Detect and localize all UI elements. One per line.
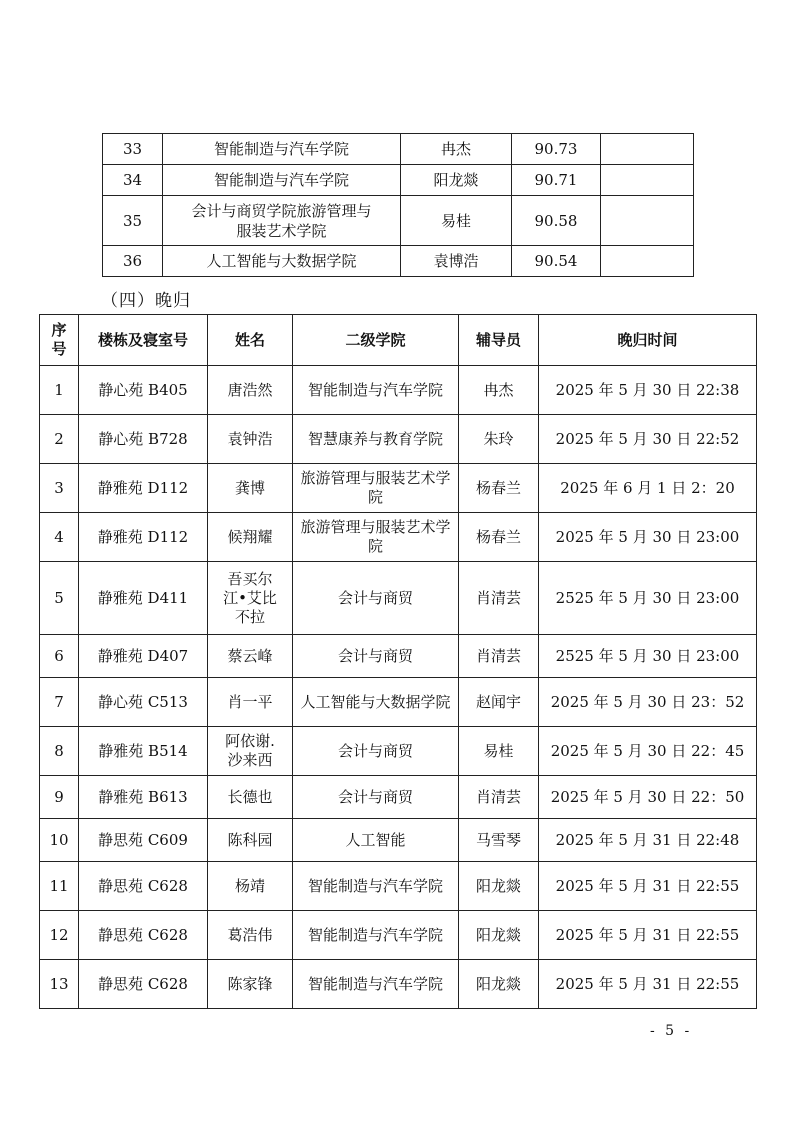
college-cell: 智能制造与汽车学院 xyxy=(163,165,401,196)
late-time-cell: 2025 年 5 月 30 日 22:38 xyxy=(539,366,757,415)
row-number: 9 xyxy=(40,776,79,819)
table-row xyxy=(40,960,757,1009)
late-time-cell: 2025 年 5 月 31 日 22:55 xyxy=(539,960,757,1009)
dorm-cell: 静雅苑 D112 xyxy=(79,513,208,562)
row-number: 11 xyxy=(40,862,79,911)
table-row xyxy=(40,513,757,562)
college-text: 会计与商贸学院旅游管理与服装艺术学院 xyxy=(191,201,372,240)
header-number: 序号 xyxy=(40,315,79,366)
table-row xyxy=(40,678,757,727)
row-number: 13 xyxy=(40,960,79,1009)
header-college: 二级学院 xyxy=(293,315,459,366)
name-cell: 候翔耀 xyxy=(208,513,293,562)
name-cell: 唐浩然 xyxy=(208,366,293,415)
score-cell: 90.71 xyxy=(512,165,601,196)
late-time-cell: 2025 年 5 月 30 日 23:00 xyxy=(539,513,757,562)
dorm-cell: 静雅苑 B613 xyxy=(79,776,208,819)
table-header-row xyxy=(40,315,757,366)
dorm-cell: 静思苑 C609 xyxy=(79,819,208,862)
table-row xyxy=(103,246,694,277)
college-cell xyxy=(163,196,401,246)
counselor-cell: 易桂 xyxy=(459,727,539,776)
dorm-cell: 静思苑 C628 xyxy=(79,911,208,960)
section-heading: （四）晚归 xyxy=(101,291,191,311)
counselor-cell: 朱玲 xyxy=(459,415,539,464)
counselor-cell: 赵闻宇 xyxy=(459,678,539,727)
college-cell: 智慧康养与教育学院 xyxy=(293,415,459,464)
name-cell: 葛浩伟 xyxy=(208,911,293,960)
table-row xyxy=(40,819,757,862)
row-number: 33 xyxy=(103,134,163,165)
table-row xyxy=(40,635,757,678)
dorm-cell: 静雅苑 D112 xyxy=(79,464,208,513)
table-row xyxy=(40,415,757,464)
late-return-table xyxy=(39,314,757,1009)
row-number: 36 xyxy=(103,246,163,277)
college-cell: 会计与商贸 xyxy=(293,727,459,776)
table-row xyxy=(40,862,757,911)
counselor-cell: 阳龙燚 xyxy=(459,862,539,911)
name-cell: 袁钟浩 xyxy=(208,415,293,464)
college-cell: 会计与商贸 xyxy=(293,562,459,635)
late-time-cell: 2025 年 5 月 30 日 23：52 xyxy=(539,678,757,727)
name-cell: 陈家锋 xyxy=(208,960,293,1009)
header-time: 晚归时间 xyxy=(539,315,757,366)
table-row xyxy=(40,727,757,776)
late-time-cell: 2025 年 5 月 30 日 22：45 xyxy=(539,727,757,776)
ranking-table xyxy=(102,133,694,277)
college-cell: 人工智能与大数据学院 xyxy=(163,246,401,277)
note-cell xyxy=(601,196,694,246)
table-row xyxy=(103,134,694,165)
late-time-cell: 2025 年 5 月 31 日 22:48 xyxy=(539,819,757,862)
dorm-cell: 静心苑 B728 xyxy=(79,415,208,464)
score-cell: 90.58 xyxy=(512,196,601,246)
name-cell: 冉杰 xyxy=(401,134,512,165)
name-cell: 易桂 xyxy=(401,196,512,246)
counselor-cell: 肖清芸 xyxy=(459,776,539,819)
row-number: 4 xyxy=(40,513,79,562)
name-cell: 吾买尔江•艾比不拉 xyxy=(208,562,293,635)
late-time-cell: 2525 年 5 月 30 日 23:00 xyxy=(539,635,757,678)
counselor-cell: 阳龙燚 xyxy=(459,960,539,1009)
college-cell: 智能制造与汽车学院 xyxy=(293,960,459,1009)
late-time-cell: 2025 年 6 月 1 日 2：20 xyxy=(539,464,757,513)
table-row xyxy=(103,196,694,246)
counselor-cell: 阳龙燚 xyxy=(459,911,539,960)
page-number: - 5 - xyxy=(650,1023,693,1039)
college-cell: 旅游管理与服装艺术学院 xyxy=(293,513,459,562)
counselor-cell: 肖清芸 xyxy=(459,562,539,635)
dorm-cell: 静雅苑 D411 xyxy=(79,562,208,635)
table-row xyxy=(40,366,757,415)
dorm-cell: 静心苑 C513 xyxy=(79,678,208,727)
name-cell: 蔡云峰 xyxy=(208,635,293,678)
score-cell: 90.54 xyxy=(512,246,601,277)
college-cell: 智能制造与汽车学院 xyxy=(163,134,401,165)
counselor-cell: 杨春兰 xyxy=(459,513,539,562)
header-counselor: 辅导员 xyxy=(459,315,539,366)
college-cell: 旅游管理与服装艺术学院 xyxy=(293,464,459,513)
college-cell: 智能制造与汽车学院 xyxy=(293,911,459,960)
row-number: 34 xyxy=(103,165,163,196)
late-time-cell: 2025 年 5 月 30 日 22：50 xyxy=(539,776,757,819)
college-cell: 会计与商贸 xyxy=(293,776,459,819)
row-number: 12 xyxy=(40,911,79,960)
counselor-cell: 冉杰 xyxy=(459,366,539,415)
note-cell xyxy=(601,134,694,165)
row-number: 8 xyxy=(40,727,79,776)
dorm-cell: 静心苑 B405 xyxy=(79,366,208,415)
dorm-cell: 静思苑 C628 xyxy=(79,960,208,1009)
name-cell: 龚博 xyxy=(208,464,293,513)
counselor-cell: 杨春兰 xyxy=(459,464,539,513)
table-row xyxy=(103,165,694,196)
late-time-cell: 2525 年 5 月 30 日 23:00 xyxy=(539,562,757,635)
row-number: 2 xyxy=(40,415,79,464)
name-cell: 袁博浩 xyxy=(401,246,512,277)
header-dorm: 楼栋及寝室号 xyxy=(79,315,208,366)
college-cell: 会计与商贸 xyxy=(293,635,459,678)
late-time-cell: 2025 年 5 月 31 日 22:55 xyxy=(539,862,757,911)
late-time-cell: 2025 年 5 月 31 日 22:55 xyxy=(539,911,757,960)
dorm-cell: 静雅苑 D407 xyxy=(79,635,208,678)
name-cell: 长德也 xyxy=(208,776,293,819)
note-cell xyxy=(601,246,694,277)
header-name: 姓名 xyxy=(208,315,293,366)
college-cell: 人工智能 xyxy=(293,819,459,862)
row-number: 10 xyxy=(40,819,79,862)
table-row xyxy=(40,776,757,819)
name-cell: 阳龙燚 xyxy=(401,165,512,196)
counselor-cell: 肖清芸 xyxy=(459,635,539,678)
name-cell: 杨靖 xyxy=(208,862,293,911)
late-time-cell: 2025 年 5 月 30 日 22:52 xyxy=(539,415,757,464)
dorm-cell: 静思苑 C628 xyxy=(79,862,208,911)
table-row xyxy=(40,562,757,635)
table-row xyxy=(40,911,757,960)
score-cell: 90.73 xyxy=(512,134,601,165)
note-cell xyxy=(601,165,694,196)
row-number: 5 xyxy=(40,562,79,635)
row-number: 7 xyxy=(40,678,79,727)
college-cell: 智能制造与汽车学院 xyxy=(293,862,459,911)
name-cell: 陈科园 xyxy=(208,819,293,862)
name-cell: 肖一平 xyxy=(208,678,293,727)
row-number: 6 xyxy=(40,635,79,678)
table-row xyxy=(40,464,757,513)
college-cell: 人工智能与大数据学院 xyxy=(293,678,459,727)
row-number: 3 xyxy=(40,464,79,513)
name-cell: 阿依谢.沙来西 xyxy=(208,727,293,776)
counselor-cell: 马雪琴 xyxy=(459,819,539,862)
row-number: 35 xyxy=(103,196,163,246)
college-cell: 智能制造与汽车学院 xyxy=(293,366,459,415)
row-number: 1 xyxy=(40,366,79,415)
dorm-cell: 静雅苑 B514 xyxy=(79,727,208,776)
